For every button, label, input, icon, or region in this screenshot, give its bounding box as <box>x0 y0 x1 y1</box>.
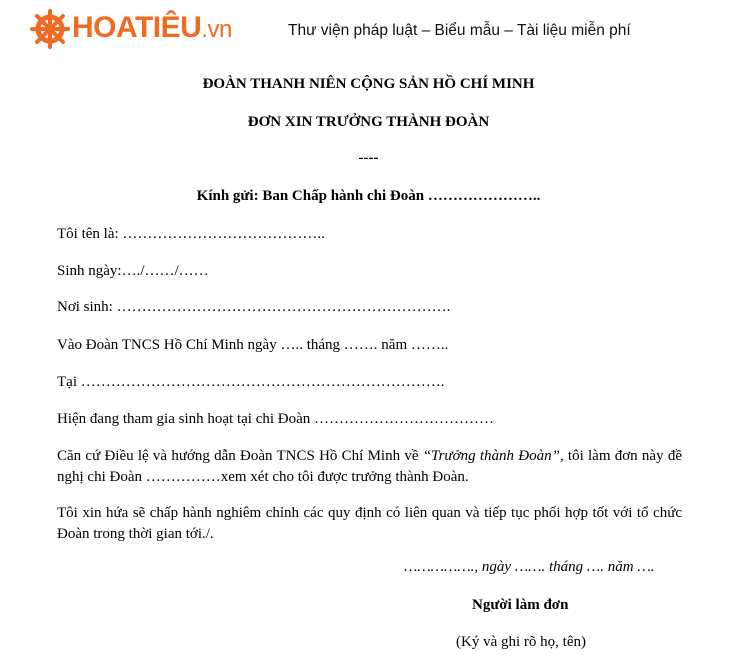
request-paragraph <box>57 446 682 488</box>
brand-name <box>72 6 232 52</box>
request-text-end: , tôi làm đơn này đề nghị chi Đoàn ……………xem xét cho tôi được trưởng thành Đoàn. <box>57 448 682 485</box>
field-full-name: Tôi tên là: ………………………………….. <box>57 226 325 242</box>
request-text-start: Căn cứ Điều lệ và hướng dẫn Đoàn TNCS Hồ Chí Minh về <box>57 448 423 464</box>
ship-wheel-icon <box>30 9 70 49</box>
brand-name-suffix: .vn <box>201 16 232 43</box>
field-birth-date: Sinh ngày:…./……/…… <box>57 263 209 279</box>
request-topic: “Trưởng thành Đoàn” <box>422 448 560 464</box>
commitment-paragraph: Tôi xin hứa sẽ chấp hành nghiêm chỉnh các quy định có liên quan và tiếp tục phối hợp tốt với tổ chức Đoàn trong thời gian tới./. <box>57 505 682 542</box>
title-separator: ---- <box>358 150 379 166</box>
signer-note: (Ký và ghi rõ họ, tên) <box>456 634 586 650</box>
document-title: ĐƠN XIN TRƯỞNG THÀNH ĐOÀN <box>247 114 490 130</box>
brand-name-main: HOATIÊU <box>72 11 202 44</box>
signer-title: Người làm đơn <box>472 597 569 613</box>
recipient-line: Kính gửi: Ban Chấp hành chi Đoàn ………………….. <box>196 188 541 204</box>
site-header <box>30 6 710 58</box>
field-join-date: Vào Đoàn TNCS Hồ Chí Minh ngày ….. tháng ……. năm …….. <box>57 337 449 353</box>
brand-logo[interactable] <box>30 6 232 52</box>
organization-name: ĐOÀN THANH NIÊN CỘNG SẢN HỒ CHÍ MINH <box>202 76 535 92</box>
field-current-branch: Hiện đang tham gia sinh hoạt tại chi Đoàn ……………………………… <box>57 411 495 427</box>
site-tagline: Thư viện pháp luật – Biểu mẫu – Tài liệu miễn phí <box>288 22 631 39</box>
date-line: ……………., ngày ……. tháng …. năm …. <box>404 559 655 575</box>
field-join-place: Tại ………………………………………………………………. <box>57 374 445 390</box>
field-birth-place: Nơi sinh: …………………………………………………………. <box>57 299 451 315</box>
